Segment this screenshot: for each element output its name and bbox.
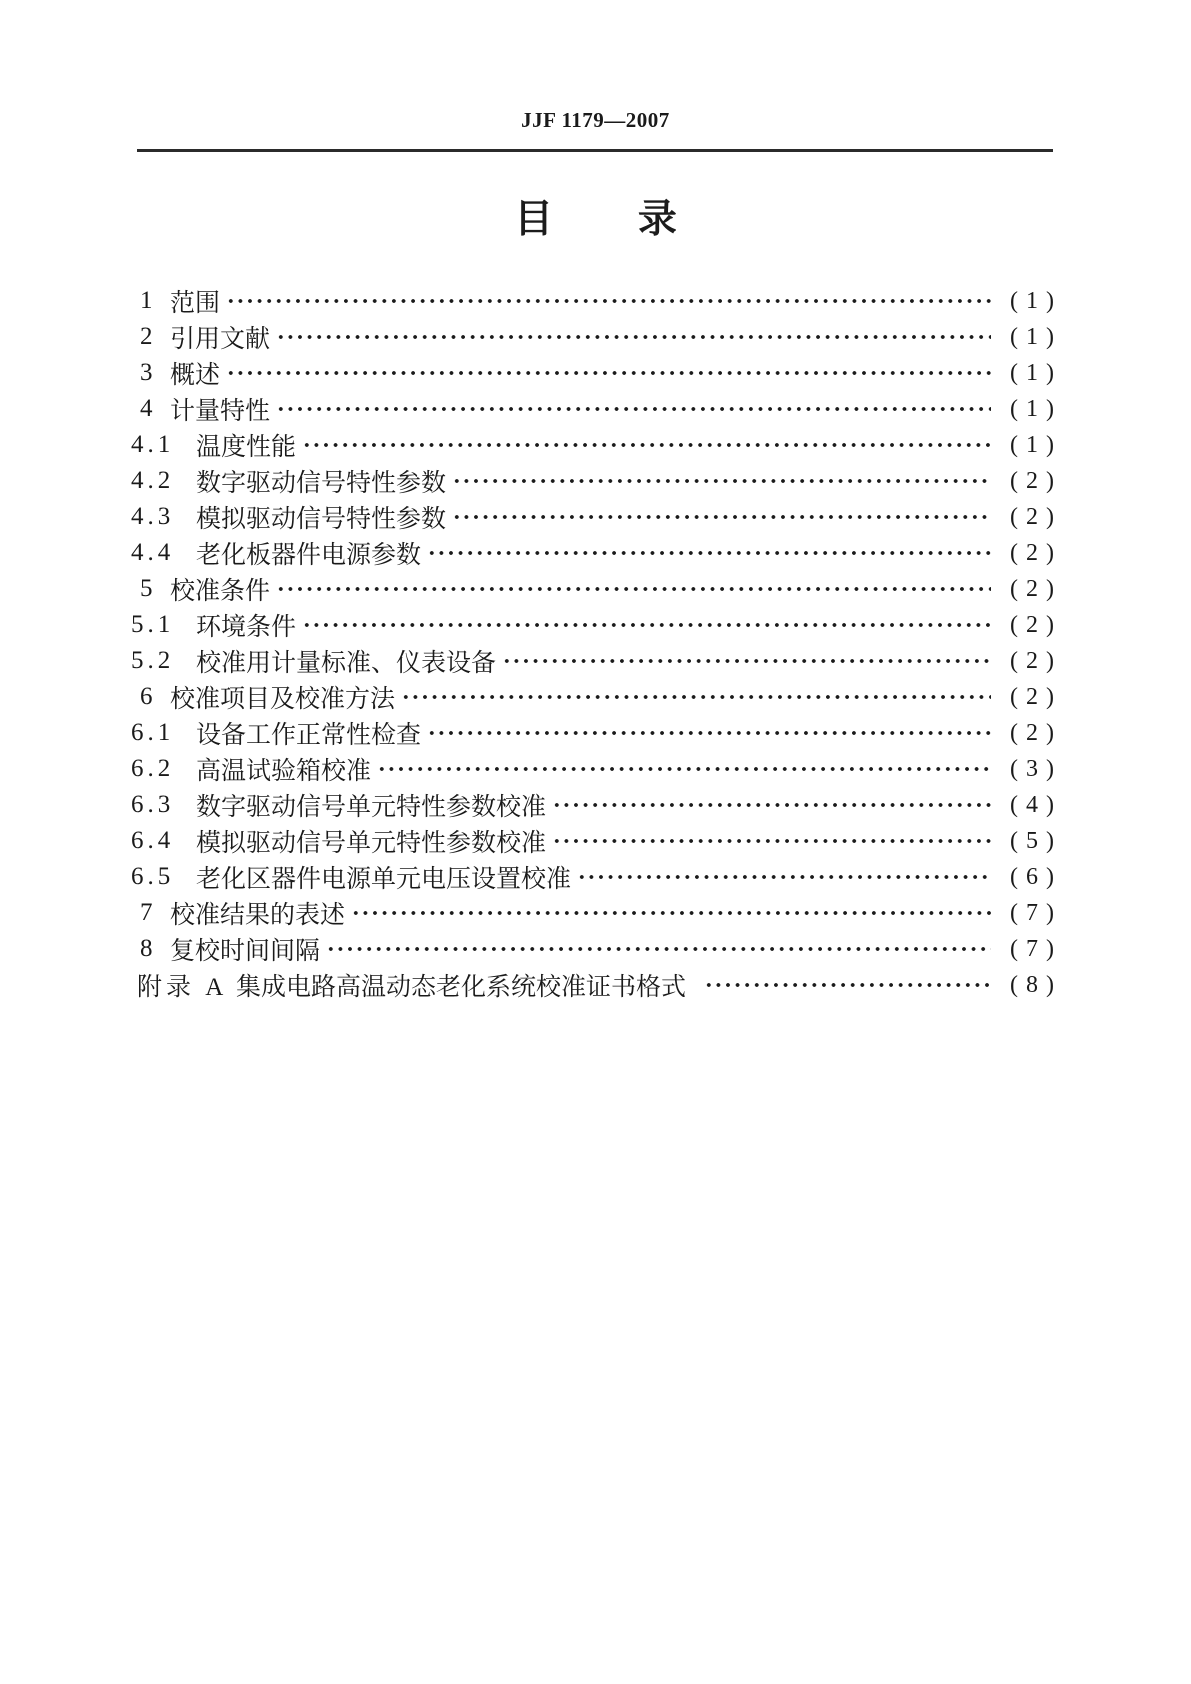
dot-leader [276, 571, 991, 607]
dot-leader [704, 967, 991, 1003]
entry-number: 6.1 [131, 719, 175, 746]
dot-leader [427, 715, 991, 751]
toc-entry [131, 679, 1055, 715]
entry-number: 8 [140, 935, 157, 962]
toc-entry [131, 571, 1055, 607]
entry-page-number: ( 2 ) [1010, 503, 1055, 530]
entry-number: 1 [140, 287, 157, 314]
entry-number: 6.3 [131, 791, 175, 818]
entry-title: 校准结果的表述 [170, 902, 346, 929]
entry-page-number: ( 2 ) [1010, 575, 1055, 602]
toc-entry [131, 391, 1055, 427]
page-title: 目 录 [514, 198, 677, 241]
entry-title: 模拟驱动信号单元特性参数校准 [196, 830, 547, 857]
entry-title: 校准用计量标准、仪表设备 [196, 650, 497, 677]
toc-entry [131, 535, 1055, 571]
entry-title: 集成电路高温动态老化系统校准证书格式 [236, 974, 687, 1001]
entry-number: 4 [140, 395, 157, 422]
entry-title: 环境条件 [196, 614, 297, 641]
entry-title: 校准项目及校准方法 [170, 686, 396, 713]
entry-page-number: ( 2 ) [1010, 611, 1055, 638]
entry-page-number: ( 4 ) [1010, 791, 1055, 818]
dot-leader [326, 931, 991, 967]
dot-leader [577, 859, 991, 895]
dot-leader [401, 679, 991, 715]
dot-leader [302, 607, 991, 643]
entry-page-number: ( 2 ) [1010, 467, 1055, 494]
entry-page-number: ( 6 ) [1010, 863, 1055, 890]
dot-leader [452, 499, 991, 535]
entry-page-number: ( 2 ) [1010, 647, 1055, 674]
entry-title: 温度性能 [196, 434, 297, 461]
entry-page-number: ( 1 ) [1010, 287, 1055, 314]
entry-number: 7 [140, 899, 157, 926]
toc-entry [131, 643, 1055, 679]
dot-leader [427, 535, 991, 571]
entry-number: 4.2 [131, 467, 175, 494]
toc-entry [131, 895, 1055, 931]
dot-leader [452, 463, 991, 499]
entry-title: 范围 [170, 290, 221, 317]
toc-entry [131, 283, 1055, 319]
dot-leader [552, 787, 991, 823]
entry-page-number: ( 2 ) [1010, 719, 1055, 746]
entry-page-number: ( 2 ) [1010, 539, 1055, 566]
entry-number: 5.1 [131, 611, 175, 638]
entry-number: 4.3 [131, 503, 175, 530]
document-code-header: JJF 1179—2007 [521, 108, 670, 132]
entry-page-number: ( 1 ) [1010, 395, 1055, 422]
entry-title: 数字驱动信号特性参数 [196, 470, 447, 497]
dot-leader [552, 823, 991, 859]
toc-entry [131, 427, 1055, 463]
toc-entry [131, 823, 1055, 859]
entry-title: 设备工作正常性检查 [196, 722, 422, 749]
table-of-contents [131, 283, 1055, 1003]
entry-page-number: ( 1 ) [1010, 431, 1055, 458]
dot-leader [351, 895, 991, 931]
dot-leader [377, 751, 991, 787]
entry-title: 概述 [170, 362, 221, 389]
entry-title: 校准条件 [170, 578, 271, 605]
entry-number: 4.4 [131, 539, 175, 566]
entry-title: 老化板器件电源参数 [196, 542, 422, 569]
dot-leader [226, 355, 991, 391]
toc-entry [131, 859, 1055, 895]
entry-number: 4.1 [131, 431, 175, 458]
entry-title: 引用文献 [170, 326, 271, 353]
entry-number: 5.2 [131, 647, 175, 674]
entry-number: 3 [140, 359, 157, 386]
entry-page-number: ( 5 ) [1010, 827, 1055, 854]
entry-title: 老化区器件电源单元电压设置校准 [196, 866, 572, 893]
toc-entry [131, 751, 1055, 787]
entry-title: 计量特性 [170, 398, 271, 425]
dot-leader [276, 391, 991, 427]
entry-page-number: ( 1 ) [1010, 323, 1055, 350]
dot-leader [302, 427, 991, 463]
entry-page-number: ( 2 ) [1010, 683, 1055, 710]
entry-title: 高温试验箱校准 [196, 758, 372, 785]
entry-number: 2 [140, 323, 157, 350]
entry-page-number: ( 7 ) [1010, 899, 1055, 926]
entry-page-number: ( 7 ) [1010, 935, 1055, 962]
dot-leader [502, 643, 991, 679]
dot-leader [276, 319, 991, 355]
toc-entry [131, 499, 1055, 535]
toc-entry [131, 355, 1055, 391]
toc-entry [131, 319, 1055, 355]
toc-entry [131, 787, 1055, 823]
toc-entry [131, 967, 1055, 1003]
header-rule [137, 149, 1053, 152]
toc-entry [131, 463, 1055, 499]
entry-number: 6 [140, 683, 157, 710]
entry-page-number: ( 3 ) [1010, 755, 1055, 782]
entry-title: 模拟驱动信号特性参数 [196, 506, 447, 533]
entry-title: 数字驱动信号单元特性参数校准 [196, 794, 547, 821]
entry-number: 6.4 [131, 827, 175, 854]
entry-number: 6.5 [131, 863, 175, 890]
toc-entry [131, 607, 1055, 643]
toc-entry [131, 931, 1055, 967]
entry-number: 6.2 [131, 755, 175, 782]
entry-number: 附录 A [137, 974, 228, 1001]
entry-page-number: ( 8 ) [1010, 971, 1055, 998]
entry-number: 5 [140, 575, 157, 602]
entry-page-number: ( 1 ) [1010, 359, 1055, 386]
toc-entry [131, 715, 1055, 751]
dot-leader [226, 283, 991, 319]
entry-title: 复校时间间隔 [170, 938, 321, 965]
